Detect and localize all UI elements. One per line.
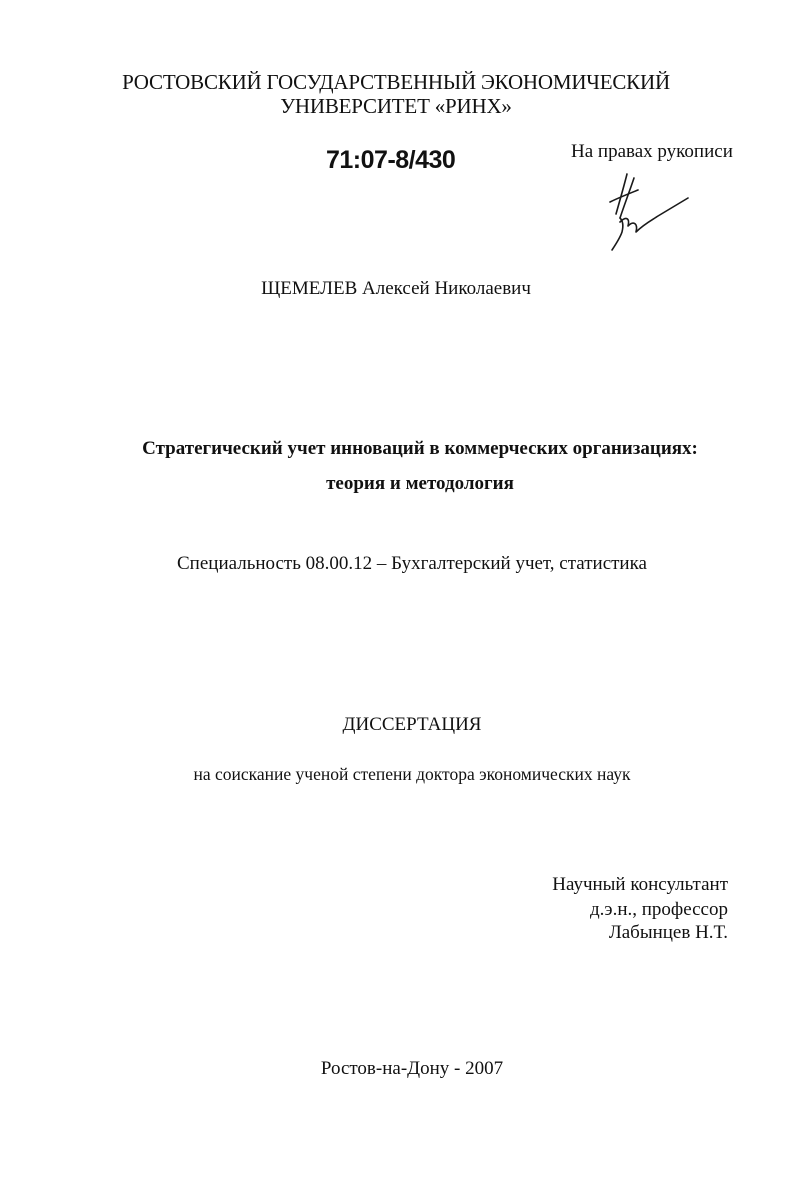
signature-icon: [598, 172, 690, 252]
advisor-role: Научный консультант: [552, 874, 728, 895]
thesis-title-line1: Стратегический учет инноваций в коммерческих организациях:: [142, 438, 698, 459]
advisor-title: д.э.н., профессор: [590, 899, 728, 920]
thesis-title-line2: теория и методология: [326, 473, 514, 494]
document-type: ДИССЕРТАЦИЯ: [342, 714, 482, 735]
place-and-year: Ростов-на-Дону - 2007: [320, 1058, 504, 1079]
advisor-name: Лабынцев Н.Т.: [608, 922, 728, 943]
degree-line: на соискание ученой степени доктора экономических наук: [193, 764, 631, 784]
university-name-line2: УНИВЕРСИТЕТ «РИНХ»: [280, 94, 512, 118]
author-name: ЩЕМЕЛЕВ Алексей Николаевич: [261, 278, 531, 299]
catalog-code: 71:07-8/430: [326, 146, 456, 174]
university-name-line1: РОСТОВСКИЙ ГОСУДАРСТВЕННЫЙ ЭКОНОМИЧЕСКИЙ: [122, 70, 670, 94]
manuscript-rights-note: На правах рукописи: [571, 141, 733, 162]
specialty-line: Специальность 08.00.12 – Бухгалтерский учет, статистика: [177, 553, 647, 574]
